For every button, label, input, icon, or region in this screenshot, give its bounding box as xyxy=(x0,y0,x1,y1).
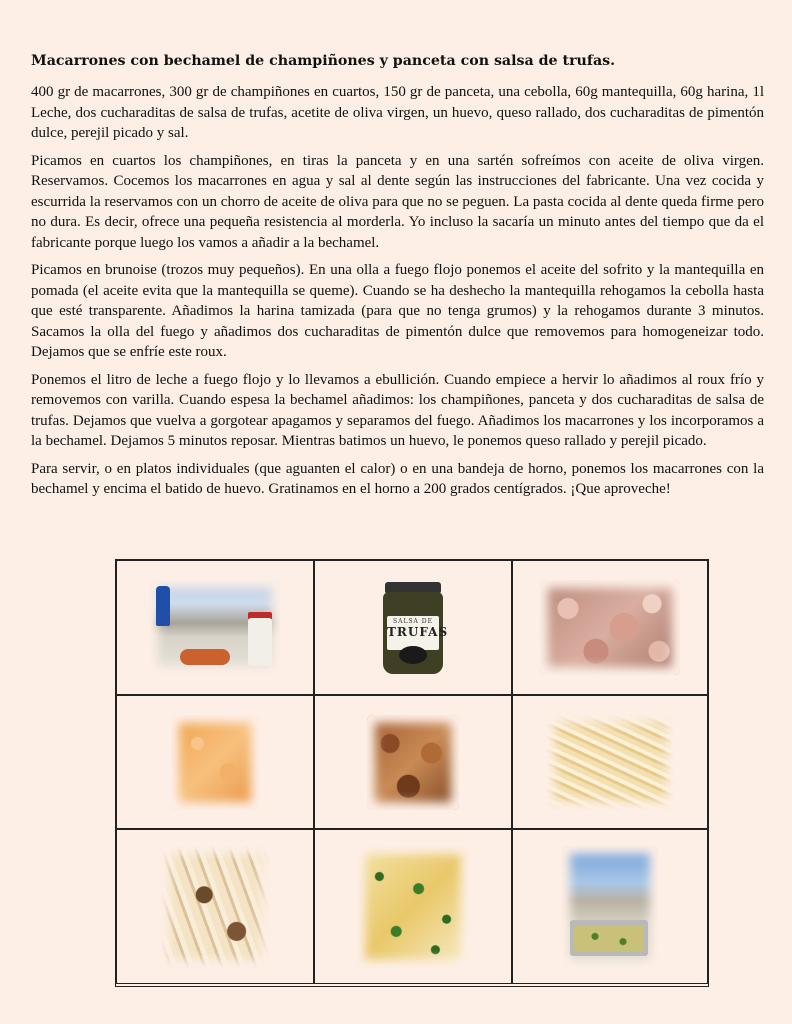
truffle-icon xyxy=(399,646,427,664)
gallery-cell xyxy=(116,560,314,695)
step-3-paragraph: Ponemos el litro de leche a fuego flojo y lo llevamos a ebullición. Cuando empiece a hervir lo añadimos al roux frío y removemos con varilla. Cuando espesa la bechamel añadimos: los champiñones, panceta y dos cucharaditas de salsa de trufas. Dejamos que vuelva a gorgotear apagamos y separamos del fuego. Añadimos los macarrones y los incorporamos a la bechamel. Dejamos 5 minutos reposar. Mientras batimos un huevo, le ponemos queso rallado y perejil picado. xyxy=(31,371,764,449)
kitchen-ingredients-photo xyxy=(150,580,280,675)
photo-gallery xyxy=(115,559,709,987)
oil-bottle-shape xyxy=(156,586,170,626)
gallery-cell xyxy=(314,829,512,984)
gallery-cell xyxy=(512,560,708,695)
gallery-cell xyxy=(314,560,512,695)
baking-tray-terrace-photo xyxy=(562,846,658,968)
gratin-parsley-photo xyxy=(357,846,469,968)
gallery-cell xyxy=(116,829,314,984)
roux-photo xyxy=(171,715,259,810)
gallery-cell xyxy=(314,695,512,829)
macaroni-bechamel-photo xyxy=(161,846,269,968)
recipe-content xyxy=(31,50,764,507)
jar-label-top: SALSA DE xyxy=(393,617,433,625)
jar-shape xyxy=(248,618,272,666)
gallery-cell xyxy=(116,695,314,829)
gallery-cell xyxy=(512,695,708,829)
gallery-cell xyxy=(512,829,708,984)
truffle-sauce-jar-photo xyxy=(383,582,449,674)
step-1-paragraph: Picamos en cuartos los champiñones, en tiras la panceta y en una sartén sofreímos con aceite de oliva virgen. Reservamos. Cocemos los macarrones en agua y sal al dente según las instrucciones del fabricante. Una vez cocida y escurrida la reservamos con un chorro de aceite de oliva para que no se peguen. La pasta cocida al dente queda firme pero no dura. Es decir, ofrece una pequeña resistencia al morderla. Yo incluso la sacaría un minuto antes del tiempo que da el fabricante porque luego los vamos a añadir a la bechamel. xyxy=(31,152,764,251)
jar-label-main: TRUFAS xyxy=(387,624,449,639)
ingredients-paragraph: 400 gr de macarrones, 300 gr de champiñones en cuartos, 150 gr de panceta, una cebolla, 60g mantequilla, 60g harina, 1l Leche, dos cucharaditas de salsa de trufas, acetite de oliva virgen, un huevo, queso rallado, dos cucharaditas de pimentón dulce, perejil picado y sal. xyxy=(31,84,764,141)
step-2-paragraph: Picamos en brunoise (trozos muy pequeños). En una olla a fuego flojo ponemos el aceite del sofrito y la mantequilla en pomada (el aceite evita que la mantequilla se queme). Cuando se ha deshecho la mantequilla rehogamos la cebolla hasta que esté transparente. Añadimos la harina tamizada (para que no tenga grumos) y la rehogamos durante 3 minutos. Sacamos la olla del fuego y añadimos dos cucharaditas de pimentón dulce que removemos para homogeneizar todo. Dejamos que se enfríe este roux. xyxy=(31,262,764,360)
sauteed-mushrooms-bacon-photo xyxy=(367,715,459,810)
cooked-pasta-photo xyxy=(546,715,674,810)
recipe-title: Macarrones con bechamel de champiñones y panceta con salsa de trufas. xyxy=(31,53,616,69)
serving-paragraph: Para servir, o en platos individuales (que aguanten el calor) o en una bandeja de horno, ponemos los macarrones con la bechamel y encima el batido de huevo. Gratinamos en el horno a 200 grados centígrados. ¡Que aproveche! xyxy=(31,460,764,497)
vegetables-shape xyxy=(180,649,230,665)
raw-bacon-mushrooms-photo xyxy=(540,580,680,675)
gratin-food-shape xyxy=(574,926,644,952)
jar-label xyxy=(387,616,449,650)
